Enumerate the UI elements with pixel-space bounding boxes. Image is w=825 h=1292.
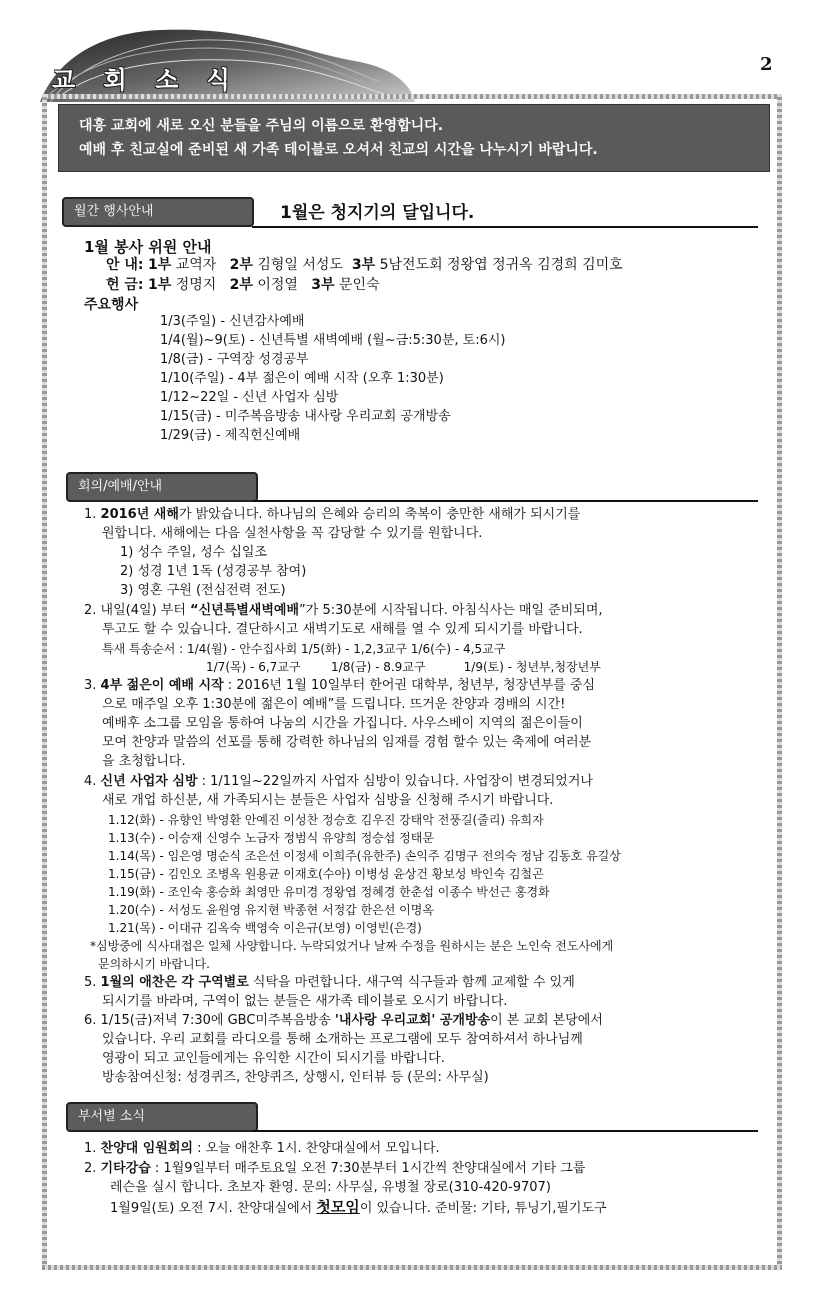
offering-label: 헌 금: — [106, 277, 144, 293]
meeting-item-4 — [84, 773, 593, 791]
page-title: 교 회 소 식 — [52, 66, 240, 94]
dept-item-2 — [84, 1160, 585, 1178]
item-number: 1. — [84, 507, 97, 522]
guide-1bu-name: 교역자 — [175, 257, 217, 273]
visit-row: 1.21(목) - 이대규 김옥숙 백영숙 이은규(보영) 이영빈(은경) — [108, 921, 422, 935]
item-highlight: “신년특별새벽예배 — [190, 603, 300, 618]
offering-2bu: 2부 — [229, 277, 253, 293]
event-item: 1/15(금) - 미주복음방송 내사랑 우리교회 공개방송 — [160, 409, 451, 424]
visit-row: 1.14(목) - 임은영 명순식 조은선 이정세 이희주(유한주) 손익주 김명구 전의숙 정남 김동호 유길상 — [108, 849, 621, 863]
section-tab-monthly: 월간 행사안내 — [62, 197, 254, 227]
item-highlight: 4부 젊은이 예배 시작 — [100, 678, 224, 693]
item-number: 2. — [84, 1161, 97, 1176]
meeting-item-6 — [84, 1012, 603, 1030]
events-title: 주요행사 — [84, 297, 139, 313]
guide-3bu: 3부 — [351, 257, 376, 273]
guide-2bu-name: 김형일 서성도 — [257, 257, 343, 273]
meeting-item-1 — [84, 506, 580, 524]
meeting-item-6-line2: 있습니다. 우리 교회를 라디오를 통해 소개하는 프로그램에 모두 참여하셔서 하나님께 — [102, 1032, 583, 1047]
meeting-rule — [252, 500, 758, 502]
visit-row: 1.20(수) - 서성도 윤원영 유지현 박종현 서정갑 한은선 이명옥 — [108, 903, 434, 917]
guide-row — [106, 256, 623, 274]
event-item: 1/4(월)~9(토) - 신년특별 새벽예배 (월~금:5:30분, 토:6시) — [160, 333, 506, 348]
offering-1bu-name: 정명지 — [175, 277, 217, 293]
monthly-heading: 1월은 청지기의 달입니다. — [280, 203, 475, 223]
item-highlight: 첫모임 — [316, 1198, 360, 1216]
meeting-item-3-line3: 예배후 소그룹 모임을 통하여 나눔의 시간을 가집니다. 사우스베이 지역의 젊은이들이 — [102, 716, 583, 731]
item-text: : 2016년 1월 10일부터 한어권 대학부, 청년부, 청장년부를 중심 — [223, 678, 596, 693]
event-item: 1/29(금) - 제직헌신예배 — [160, 428, 301, 443]
item-highlight: 1월의 애찬은 각 구역별로 — [100, 975, 249, 990]
item-text: 이 있습니다. 준비물: 기타, 튜닝기,필기도구 — [359, 1201, 607, 1216]
offering-1bu: 1부 — [147, 277, 172, 293]
item-text: 내일(4일) 부터 — [100, 603, 191, 618]
dept-item-2-line2: 레슨을 실시 합니다. 초보자 환영. 문의: 사무실, 유병철 장로(310-420-9707) — [110, 1180, 551, 1195]
section-tab-dept: 부서별 소식 — [66, 1102, 258, 1132]
meeting-item-4-line2: 새로 개업 하신분, 새 가족되시는 분들은 사업자 심방을 신청해 주시기 바랍니다. — [102, 793, 554, 808]
meeting-item-3 — [84, 677, 595, 695]
page-number: 2 — [760, 54, 773, 75]
item-text: : 1월9일부터 매주토요일 오전 7:30분부터 1시간씩 찬양대실에서 기타 그룹 — [150, 1161, 586, 1176]
offering-3bu-name: 문인숙 — [339, 277, 380, 293]
item-number: 5. — [84, 975, 97, 990]
monthly-rule — [252, 226, 758, 228]
item-text: 1월9일(토) 오전 7시. 찬양대실에서 — [110, 1201, 317, 1216]
visit-row: 1.19(화) - 조인숙 홍승화 최영만 유미경 정왕엽 정혜경 한춘섭 이종수 박선근 홍경화 — [108, 885, 550, 899]
meeting-item-3-line4: 모여 찬양과 말씀의 선포를 통해 강력한 하나님의 임재를 경험 할수 있는 축제에 여러분 — [102, 735, 592, 750]
offering-2bu-name: 이정열 — [257, 277, 298, 293]
welcome-line-1: 대흥 교회에 새로 오신 분들을 주님의 이름으로 환영합니다. — [79, 118, 444, 134]
offering-3bu: 3부 — [311, 277, 335, 293]
visit-row: 1.12(화) - 유향인 박영환 안예진 이성찬 정승호 김우진 강태악 전풍길(줄리) 유희자 — [108, 813, 544, 827]
item-highlight: 찬양대 임원회의 — [100, 1141, 193, 1156]
meeting-item-2-line2: 투고도 할 수 있습니다. 결단하시고 새벽기도로 새해를 열 수 있게 되시기를 바랍니다. — [102, 622, 583, 637]
event-item: 1/10(주일) - 4부 젊은이 예배 시작 (오후 1:30분) — [160, 371, 444, 386]
guide-2bu: 2부 — [229, 257, 253, 273]
welcome-line-2: 예배 후 친교실에 준비된 새 가족 테이블로 오셔서 친교의 시간을 나누시기 바랍니다. — [79, 142, 598, 158]
guide-label: 안 내: — [106, 257, 144, 273]
meeting-item-3-line5: 을 초청합니다. — [102, 754, 186, 769]
dept-item-2-line3 — [110, 1198, 607, 1218]
right-border — [777, 94, 782, 1270]
meeting-item-2 — [84, 602, 603, 620]
welcome-banner — [58, 104, 770, 172]
guide-1bu: 1부 — [147, 257, 172, 273]
event-item: 1/8(금) - 구역장 성경공부 — [160, 352, 309, 367]
item-text: 가 밝았습니다. 하나님의 은혜와 승리의 축복이 충만한 새해가 되시기를 — [178, 507, 581, 522]
item-highlight: 기타강습 — [100, 1161, 151, 1176]
item-text: ”가 5:30분에 시작됩니다. 아침식사는 매일 준비되며, — [299, 603, 603, 618]
meeting-item-1-line2: 원합니다. 새해에는 다음 실천사항을 꼭 감당할 수 있기를 원합니다. — [102, 526, 483, 541]
committee-title: 1월 봉사 위원 안내 — [84, 238, 212, 256]
item-highlight: 2016년 새해 — [100, 507, 179, 522]
item-text: 이 본 교회 본당에서 — [490, 1013, 603, 1028]
section-tab-meeting: 회의/예배/안내 — [66, 472, 258, 502]
bottom-border — [42, 1265, 782, 1270]
meeting-item-2-line3: 특새 특송순서 : 1/4(월) - 안수집사회 1/5(화) - 1,2,3교구 1/6(수) - 4,5교구 — [102, 642, 506, 656]
event-item: 1/3(주일) - 신년감사예배 — [160, 314, 305, 329]
visit-row: 1.13(수) - 이승재 신영수 노금자 정범식 유양희 정승섭 정태문 — [108, 831, 434, 845]
visit-note-1: *심방중에 식사대접은 일체 사양합니다. 누락되었거나 날짜 수정을 원하시는 분은 노인숙 전도사에게 — [90, 939, 614, 953]
meeting-item-2-line4: 1/7(목) - 6,7교구 1/8(금) - 8.9교구 1/9(토) - 청년부,청장년부 — [206, 660, 601, 674]
item-highlight: 신년 사업자 심방 — [100, 774, 198, 789]
visit-row: 1.15(금) - 김인오 조병옥 원용균 이재호(수아) 이병성 윤상건 황보성 박인숙 김철곤 — [108, 867, 544, 881]
item-text: : 1/11일~22일까지 사업자 심방이 있습니다. 사업장이 변경되었거나 — [197, 774, 593, 789]
item-text: 1/15(금)저녁 7:30에 GBC미주복음방송 — [100, 1013, 335, 1028]
meeting-item-1-sub: 1) 성수 주일, 성수 십일조 — [120, 545, 268, 560]
item-number: 6. — [84, 1013, 97, 1028]
item-number: 1. — [84, 1141, 97, 1156]
guide-3bu-name: 5남전도회 정왕엽 정귀옥 김경희 김미호 — [379, 257, 623, 273]
dept-rule — [252, 1130, 758, 1132]
item-number: 3. — [84, 678, 97, 693]
item-number: 4. — [84, 774, 97, 789]
item-text: : 오늘 애찬후 1시. 찬양대실에서 모입니다. — [192, 1141, 440, 1156]
meeting-item-3-line2: 으로 매주일 오후 1:30분에 젊은이 예배”를 드립니다. 뜨거운 찬양과 경배의 시간! — [102, 697, 566, 712]
dept-item-1 — [84, 1140, 440, 1158]
item-highlight: '내사랑 우리교회' 공개방송 — [334, 1013, 491, 1028]
item-text: 식탁을 마련합니다. 새구역 식구들과 함께 교제할 수 있게 — [248, 975, 575, 990]
meeting-item-6-line4: 방송참여신청: 성경퀴즈, 찬양퀴즈, 상행시, 인터뷰 등 (문의: 사무실) — [102, 1070, 489, 1085]
left-border — [42, 94, 47, 1270]
top-border — [42, 94, 782, 99]
offering-row — [106, 276, 380, 294]
meeting-item-6-line3: 영광이 되고 교인들에게는 유익한 시간이 되시기를 바랍니다. — [102, 1051, 445, 1066]
meeting-item-5 — [84, 974, 575, 992]
meeting-item-1-sub: 3) 영혼 구원 (전심전력 전도) — [120, 583, 286, 598]
item-number: 2. — [84, 603, 97, 618]
meeting-item-5-line2: 되시기를 바라며, 구역이 없는 분들은 새가족 테이블로 오시기 바랍니다. — [102, 994, 508, 1009]
visit-note-2: 문의하시기 바랍니다. — [98, 957, 210, 971]
event-item: 1/12~22일 - 신년 사업자 심방 — [160, 390, 339, 405]
meeting-item-1-sub: 2) 성경 1년 1독 (성경공부 참여) — [120, 564, 307, 579]
